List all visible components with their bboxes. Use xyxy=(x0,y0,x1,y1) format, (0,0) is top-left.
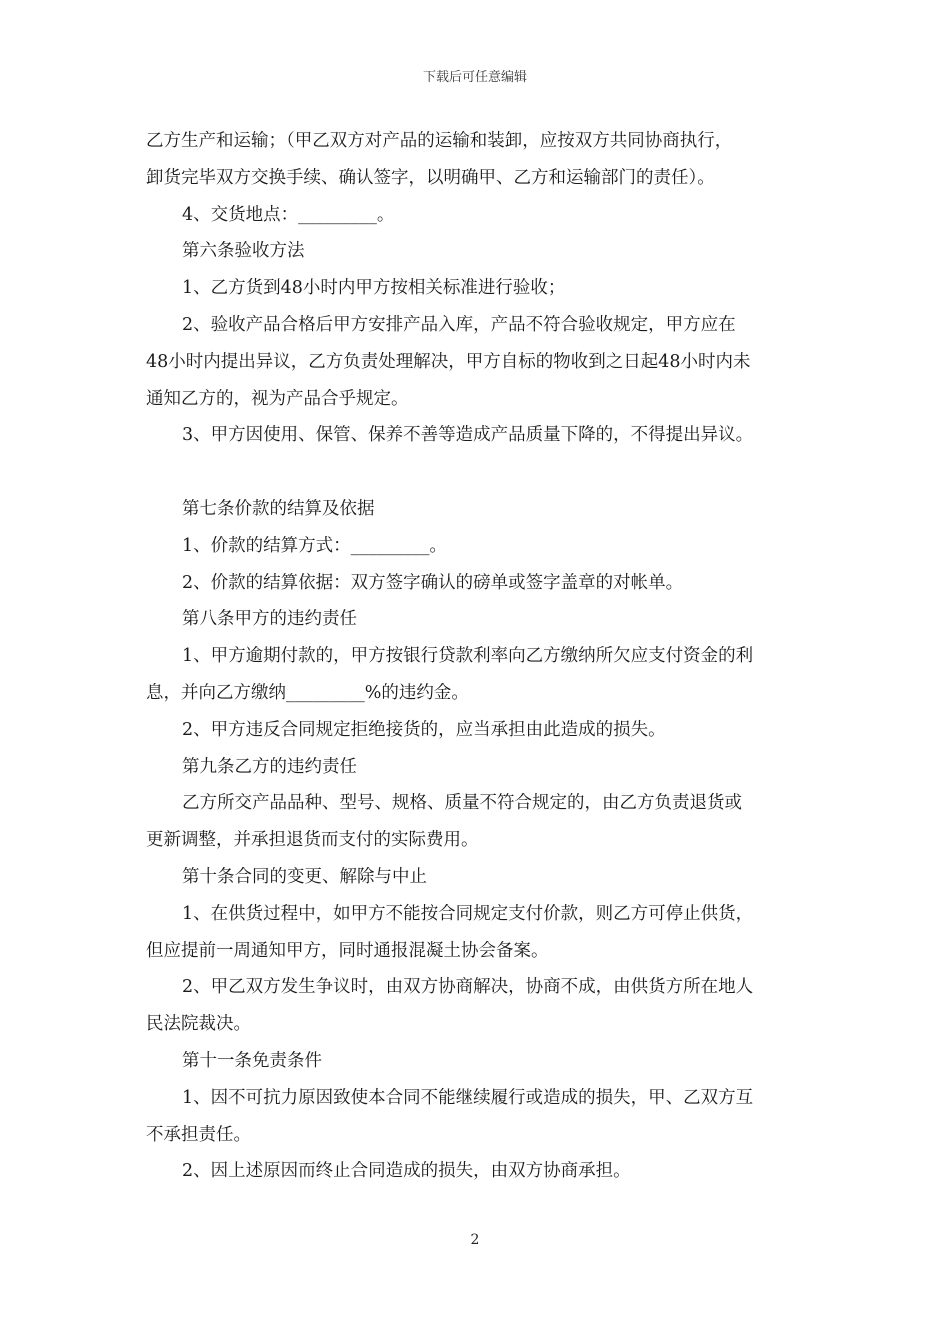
paragraph-line: 2、价款的结算依据：双方签字确认的磅单或签字盖章的对帐单。 xyxy=(182,572,684,593)
paragraph-line: 1、价款的结算方式：_________。 xyxy=(182,535,447,556)
section-heading: 第九条乙方的违约责任 xyxy=(182,756,357,777)
paragraph-line: 4、交货地点：_________。 xyxy=(182,204,395,225)
page-header: 下载后可任意编辑 xyxy=(422,70,527,85)
paragraph-line: 2、甲乙双方发生争议时，由双方协商解决，协商不成，由供货方所在地人 xyxy=(182,977,754,998)
blank-line xyxy=(146,454,810,491)
section-heading: 第十条合同的变更、解除与中止 xyxy=(182,866,427,887)
paragraph-line: 民法院裁决。 xyxy=(146,1014,251,1035)
paragraph-line: 1、甲方逾期付款的，甲方按银行贷款利率向乙方缴纳所欠应支付资金的利 xyxy=(182,646,754,667)
page-number: 2 xyxy=(470,1232,480,1248)
paragraph-line: 1、乙方货到48小时内甲方按相关标准进行验收； xyxy=(182,278,566,299)
paragraph-line: 2、验收产品合格后甲方安排产品入库，产品不符合验收规定，甲方应在 xyxy=(182,314,736,335)
paragraph-line: 卸货完毕双方交换手续、确认签字，以明确甲、乙方和运输部门的责任）。 xyxy=(146,167,715,188)
paragraph-line: 48小时内提出异议，乙方负责处理解决，甲方自标的物收到之日起48小时内未 xyxy=(146,351,751,372)
section-heading: 第八条甲方的违约责任 xyxy=(182,609,357,630)
section-heading: 第六条验收方法 xyxy=(182,241,305,262)
paragraph-line: 2、甲方违反合同规定拒绝接货的，应当承担由此造成的损失。 xyxy=(182,719,666,740)
paragraph-line: 通知乙方的，视为产品合乎规定。 xyxy=(146,388,409,409)
paragraph-line: 2、因上述原因而终止合同造成的损失，由双方协商承担。 xyxy=(182,1161,631,1182)
paragraph-line: 1、在供货过程中，如甲方不能按合同规定支付价款，则乙方可停止供货， xyxy=(182,903,754,924)
paragraph-line: 息，并向乙方缴纳_________%的违约金。 xyxy=(146,682,469,703)
paragraph-line: 但应提前一周通知甲方，同时通报混凝土协会备案。 xyxy=(146,940,549,961)
paragraph-line: 不承担责任。 xyxy=(146,1124,251,1145)
paragraph-line: 乙方生产和运输；（甲乙双方对产品的运输和装卸，应按双方共同协商执行， xyxy=(146,131,733,151)
document-body xyxy=(146,123,810,1190)
paragraph-line: 3、甲方因使用、保管、保养不善等造成产品质量下降的，不得提出异议。 xyxy=(182,425,754,446)
paragraph-line: 乙方所交产品品种、型号、规格、质量不符合规定的，由乙方负责退货或 xyxy=(182,793,742,814)
paragraph-line: 1、因不可抗力原因致使本合同不能继续履行或造成的损失，甲、乙双方互 xyxy=(182,1087,754,1108)
section-heading: 第七条价款的结算及依据 xyxy=(182,498,375,519)
paragraph-line: 更新调整，并承担退货而支付的实际费用。 xyxy=(146,830,479,851)
section-heading: 第十一条免责条件 xyxy=(182,1050,322,1071)
